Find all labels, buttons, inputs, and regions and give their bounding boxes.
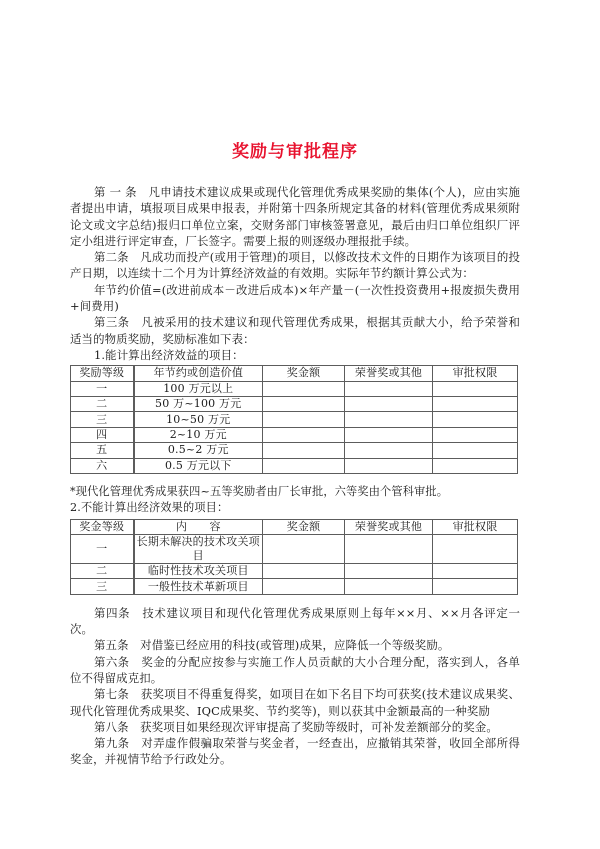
- table-1-cell-r3c2: [263, 427, 345, 442]
- formula-line: 年节约价值=(改进前成本－改进后成本)×年产量－(一次性投资费用+报废损失费用+间费用): [70, 282, 520, 314]
- table-2-cell-r0c3: [345, 534, 433, 563]
- table-1-cell-r2c1: 10~50 万元: [134, 412, 263, 427]
- table-1-cell-r1c1: 50 万~100 万元: [134, 397, 263, 412]
- table-1-cell-r3c4: [433, 427, 518, 442]
- table-row: [71, 397, 518, 412]
- article-7-paragraph: 第七条 获奖项目不得重复得奖，如项目在如下名目下均可获奖(技术建议成果奖、现代化管理优秀成果奖、IQC成果奖、节约奖等)，则以获其中金额最高的一种奖励: [70, 687, 520, 718]
- table-1-cell-r5c1: 0.5 万元以下: [134, 458, 263, 473]
- table-1-cell-r5c3: [345, 458, 433, 473]
- table-1-cell-r4c1: 0.5~2 万元: [134, 443, 263, 458]
- table-2-cell-r1c4: [433, 563, 518, 578]
- table-1-cell-r2c4: [433, 412, 518, 427]
- table-row-header: [71, 366, 518, 381]
- footnote-star: *现代化管理优秀成果获四~五等奖励者由厂长审批，六等奖由个管科审批。: [70, 485, 449, 498]
- table-1-cell-r0c4: [433, 381, 518, 396]
- article-8-paragraph: 第八条 获奖项目如果经现次评审提高了奖励等级时，可补发差额部分的奖金。: [94, 719, 498, 734]
- table-1-cell-r1c0: 二: [71, 397, 134, 412]
- table-1-header-cell-4: 审批权限: [433, 366, 518, 381]
- table-2-cell-r1c0: 二: [71, 563, 134, 578]
- table-row: [71, 563, 518, 578]
- title-spacer: [70, 163, 520, 184]
- table-2-cell-r1c2: [263, 563, 345, 578]
- table-row-header: [71, 519, 518, 534]
- table-2-cell-r2c3: [345, 579, 433, 594]
- table-1-cell-r0c1: 100 万元以上: [134, 381, 263, 396]
- table-2-cell-r2c0: 三: [71, 579, 134, 594]
- table-1-cell-r1c4: [433, 397, 518, 412]
- table-2-wrapper: [70, 519, 520, 595]
- table-2-header-cell-2: 奖金额: [263, 519, 345, 534]
- table-row: [71, 579, 518, 594]
- table-1-cell-r1c2: [263, 397, 345, 412]
- list-1-label: 1.能计算出经济效益的项目：: [94, 347, 244, 362]
- table-2-cell-r1c1: 临时性技术攻关项目: [134, 563, 263, 578]
- table-1-header-cell-3: 荣誉奖或其他: [345, 366, 433, 381]
- table-1-cell-r0c0: 一: [71, 381, 134, 396]
- table-2-cell-r2c1: 一般性技术革新项目: [134, 579, 263, 594]
- table-1-cell-r0c2: [263, 381, 345, 396]
- table-2-cell-r2c4: [433, 579, 518, 594]
- table-1-header-cell-0: 奖励等级: [71, 366, 134, 381]
- article-4-paragraph: 第四条 技术建议项目和现代化管理优秀成果原则上每年××月、××月各评定一次。: [70, 605, 520, 637]
- table-2-cell-r2c2: [263, 579, 345, 594]
- table-1-cell-r1c3: [345, 397, 433, 412]
- table-1-cell-r2c0: 三: [71, 412, 134, 427]
- article-9-paragraph: 第九条 对弄虚作假骗取荣誉与奖金者，一经查出，应撤销其荣誉，收回全部所得奖金，并视情节给予行政处分。: [70, 736, 520, 767]
- article-1-paragraph: 第 一 条 凡申请技术建议成果或现代化管理优秀成果奖励的集体(个人)，应由实施者提出申请，填报项目成果申报表，并附第十四条所规定其备的材料(管理优秀成果须附论文或文字总结)报归口单位立案，交财务部门审核签署意见，最后由归口单位组织厂评定小组进行评定审查，厂长签字。需要上报的则逐级办理报批手续。: [70, 185, 520, 248]
- table-2-cell-r0c4: [433, 534, 518, 563]
- table-row: [71, 427, 518, 442]
- table-1-header-cell-1: 年节约或创造价值: [134, 366, 263, 381]
- table-1-cell-r4c0: 五: [71, 443, 134, 458]
- page-title: 奖励与审批程序: [232, 142, 358, 162]
- non-economic-project-table: [70, 519, 518, 595]
- table-2-header-cell-4: 审批权限: [433, 519, 518, 534]
- table-1-cell-r3c3: [345, 427, 433, 442]
- table-2-cell-r0c0: 一: [71, 534, 134, 563]
- article-5-paragraph: 第五条 对借鉴已经应用的科技(或管理)成果，应降低一个等级奖励。: [94, 638, 450, 653]
- table-row: [71, 443, 518, 458]
- table-row: [71, 458, 518, 473]
- table-1-cell-r2c3: [345, 412, 433, 427]
- table-1-cell-r5c4: [433, 458, 518, 473]
- table-1-cell-r3c1: 2~10 万元: [134, 427, 263, 442]
- article-2-paragraph: 第二条 凡成功而投产(或用于管理)的项目，以修改技术文件的日期作为该项目的投产日期，以连续十二个月为计算经济效益的有效期。实际年节约额计算公式为：: [70, 250, 520, 281]
- table-row: [71, 412, 518, 427]
- table-2-cell-r0c2: [263, 534, 345, 563]
- table-1-cell-r4c4: [433, 443, 518, 458]
- table-1-cell-r3c0: 四: [71, 427, 134, 442]
- table-2-cell-r1c3: [345, 563, 433, 578]
- table-2-header-cell-0: 奖金等级: [71, 519, 134, 534]
- gap-after-table-2: [70, 595, 520, 605]
- reward-grade-value-table: [70, 365, 518, 474]
- table-2-cell-r0c1: 长期未解决的技术攻关项目: [134, 534, 263, 563]
- table-1-header-cell-2: 奖金额: [263, 366, 345, 381]
- table-1-wrapper: [70, 365, 520, 474]
- table-1-cell-r4c3: [345, 443, 433, 458]
- table-2-header-cell-3: 荣誉奖或其他: [345, 519, 433, 534]
- article-3-paragraph: 第三条 凡被采用的技术建议和现代管理优秀成果，根据其贡献大小，给予荣誉和适当的物质奖励，奖励标准如下表：: [70, 315, 520, 346]
- list-2-label: 2.不能计算出经济效果的项目：: [70, 501, 229, 515]
- table-row: [71, 534, 518, 563]
- table-1-cell-r2c2: [263, 412, 345, 427]
- gap-after-table-1: [70, 474, 520, 484]
- document-content: [70, 0, 520, 768]
- table-1-cell-r4c2: [263, 443, 345, 458]
- table-1-cell-r5c0: 六: [71, 458, 134, 473]
- table-1-cell-r0c3: [345, 381, 433, 396]
- table-2-header-cell-1: 内 容: [134, 519, 263, 534]
- article-6-paragraph: 第六条 奖金的分配应按参与实施工作人员贡献的大小合理分配，落实到人，各单位不得留成克扣。: [70, 654, 520, 685]
- table-1-cell-r5c2: [263, 458, 345, 473]
- table-row: [71, 381, 518, 396]
